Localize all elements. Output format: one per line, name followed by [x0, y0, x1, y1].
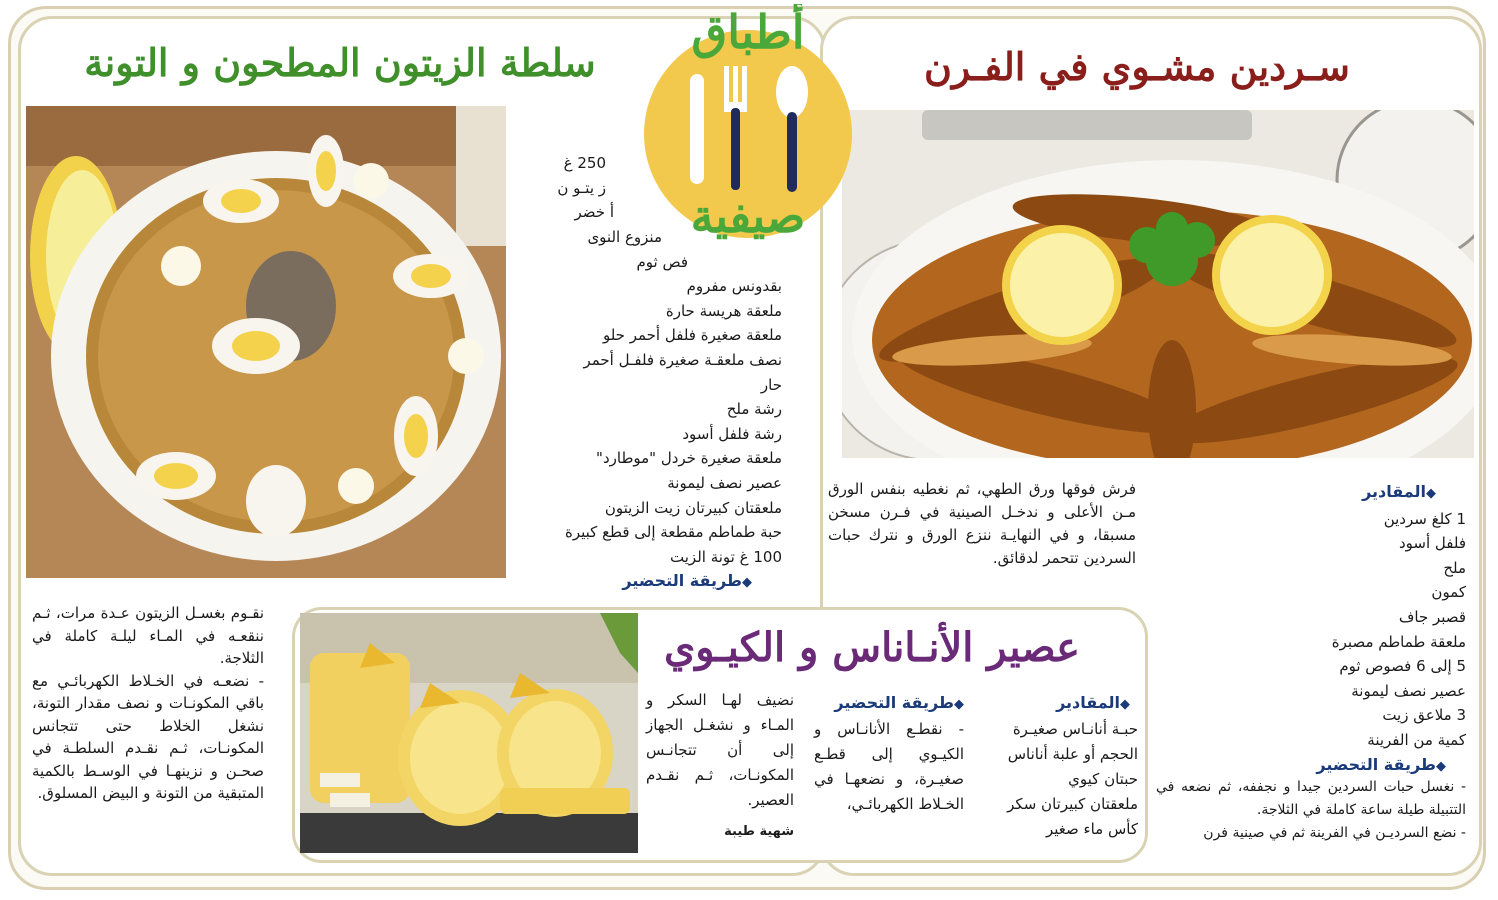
diamond-bullet-icon: ◆ — [1120, 697, 1130, 712]
ingredient-line: 1 كلغ سردين — [1383, 509, 1466, 528]
juice-ingredients — [984, 690, 1138, 842]
olive-salad-title: سلطة الزيتون المطحون و التونة — [84, 40, 596, 85]
ingredient-line: كمون — [1431, 583, 1466, 602]
diamond-bullet-icon: ◆ — [954, 697, 964, 712]
ingredient-line: ملعقة صغيرة خردل "موطارد" — [596, 449, 782, 468]
juice-method-continued — [646, 688, 794, 844]
ingredient-line: ملعقتان كبيرتان زيت الزيتون — [604, 498, 782, 517]
ingredient-line: ملعقة طماطم مصبرة — [1331, 632, 1466, 651]
ingredient-line: 5 إلى 6 فصوص ثوم — [1339, 657, 1466, 676]
sardines-ingredients-heading: ◆المقادير — [1362, 482, 1436, 501]
sardines-title: سـردين مشـوي في الفـرن — [923, 44, 1350, 89]
summer-dishes-logo — [632, 4, 864, 244]
diamond-bullet-icon: ◆ — [1426, 486, 1436, 501]
ingredient-line: كمية من الفرينة — [1367, 730, 1466, 749]
diamond-bullet-icon: ◆ — [1436, 758, 1446, 774]
ingredient-line: كأس ماء صغير — [1046, 820, 1138, 838]
logo-line2: صيفية — [690, 189, 806, 243]
ingredient-line: فلفل أسود — [1398, 534, 1466, 553]
ingredient-line: أ خضر — [574, 203, 614, 222]
ingredient-line: عصير نصف ليمونة — [1351, 681, 1466, 700]
ingredient-line: ملعقة هريسة حارة — [665, 301, 782, 320]
ingredient-line: 100 غ تونة الزيت — [670, 547, 782, 566]
ingredient-line: بقدونس مفروم — [686, 277, 782, 296]
ingredient-line: قصبر جاف — [1398, 607, 1466, 626]
olive-salad-method — [32, 602, 264, 805]
ingredient-line: رشة ملح — [726, 400, 782, 419]
diamond-bullet-icon: ◆ — [742, 575, 752, 591]
ingredient-line: ز يتـو ن — [557, 178, 606, 197]
method-paragraph: - نضعـه في الخـلاط الكهربائـي مع باقي المكونـات و نصف مقدار التونة، نشغل الخلاط حتى تتجانس المكونـات، ثـم نقـدم السلطـة في صحـن و نزينهـا في الوسـط بالكمية المتبقية من التونة و البيض المسلوق. — [32, 671, 264, 802]
ingredient-line: عصير نصف ليمونة — [667, 473, 782, 492]
method-paragraph: نقـوم بغسـل الزيتون عـدة مرات، ثـم ننقعـه في المـاء ليلـة كاملة في الثلاجة. — [32, 604, 264, 667]
juice-ingredients-heading: ◆المقادير — [1056, 693, 1130, 712]
ingredient-line: 250 غ — [563, 154, 606, 173]
knife-icon — [690, 74, 704, 184]
juice-photo — [300, 613, 638, 853]
method-paragraph: - نضع السرديـن في الفرينة ثم في صينية فرن — [1203, 825, 1466, 841]
olive-salad-photo — [26, 106, 506, 578]
ingredient-line: منزوع النوى — [587, 227, 662, 246]
ingredient-line: 3 ملاعق زيت — [1382, 706, 1466, 725]
sardines-method — [1156, 776, 1466, 845]
ingredient-line: حبتان كيوي — [1068, 770, 1138, 788]
juice-signature: شهية طيبة — [724, 824, 794, 839]
juice-method — [814, 690, 964, 817]
juice-title: عصير الأنـاناس و الكيـوي — [663, 624, 1080, 671]
olive-salad-method-heading: ◆طريقة التحضير — [622, 571, 752, 591]
method-paragraph: - نغسل حبات السردين جيدا و نجففه، ثم نضعه في التتبيلة طيلة ساعة كاملة في الثلاجة. — [1156, 779, 1466, 818]
juice-method-text: - نقطـع الأنانـاس و الكيـوي إلى قطـع صغيـرة، و نضعهـا في الخـلاط الكهربائـي، — [814, 720, 964, 813]
juice-method-continued-text: نضيف لهـا السكر و المـاء و نشغـل الجهاز إلى أن تتجانـس المكونـات، ثـم نقـدم العصير. — [646, 691, 794, 809]
ingredient-line: حار — [760, 375, 782, 394]
juice-method-heading: ◆طريقة التحضير — [834, 693, 964, 712]
ingredient-line: ملعقتان كبيرتان سكر — [1007, 795, 1138, 813]
ingredient-line: فص ثوم — [636, 252, 688, 271]
ingredient-line: ملعقة صغيرة فلفل أحمر حلو — [602, 326, 782, 345]
sardines-method-continued: فرش فوقها ورق الطهي، ثم نغطيه بنفس الورق مـن الأعلى و ندخـل الصينية في فـرن مسخن مسبقا، و في النهايـة ننزع الورق و نترك حبات السردين تتحمر لدقائق. — [828, 480, 1136, 567]
ingredient-line: حبـة أنانـاس صغيـرة الحجم أو علبة أناناس — [1007, 720, 1138, 763]
ingredient-line: نصف ملعقـة صغيرة فلفـل أحمر — [583, 350, 782, 369]
sardines-method-heading: ◆طريقة التحضير — [1316, 754, 1446, 774]
logo-line1: أطباق — [691, 5, 805, 59]
ingredient-line: ملح — [1443, 558, 1466, 577]
sardines-photo — [842, 110, 1474, 458]
ingredient-line: رشة فلفل أسود — [682, 424, 782, 443]
sardines-ingredients — [1240, 480, 1466, 779]
ingredient-line: حبة طماطم مقطعة إلى قطع كبيرة — [564, 523, 782, 542]
